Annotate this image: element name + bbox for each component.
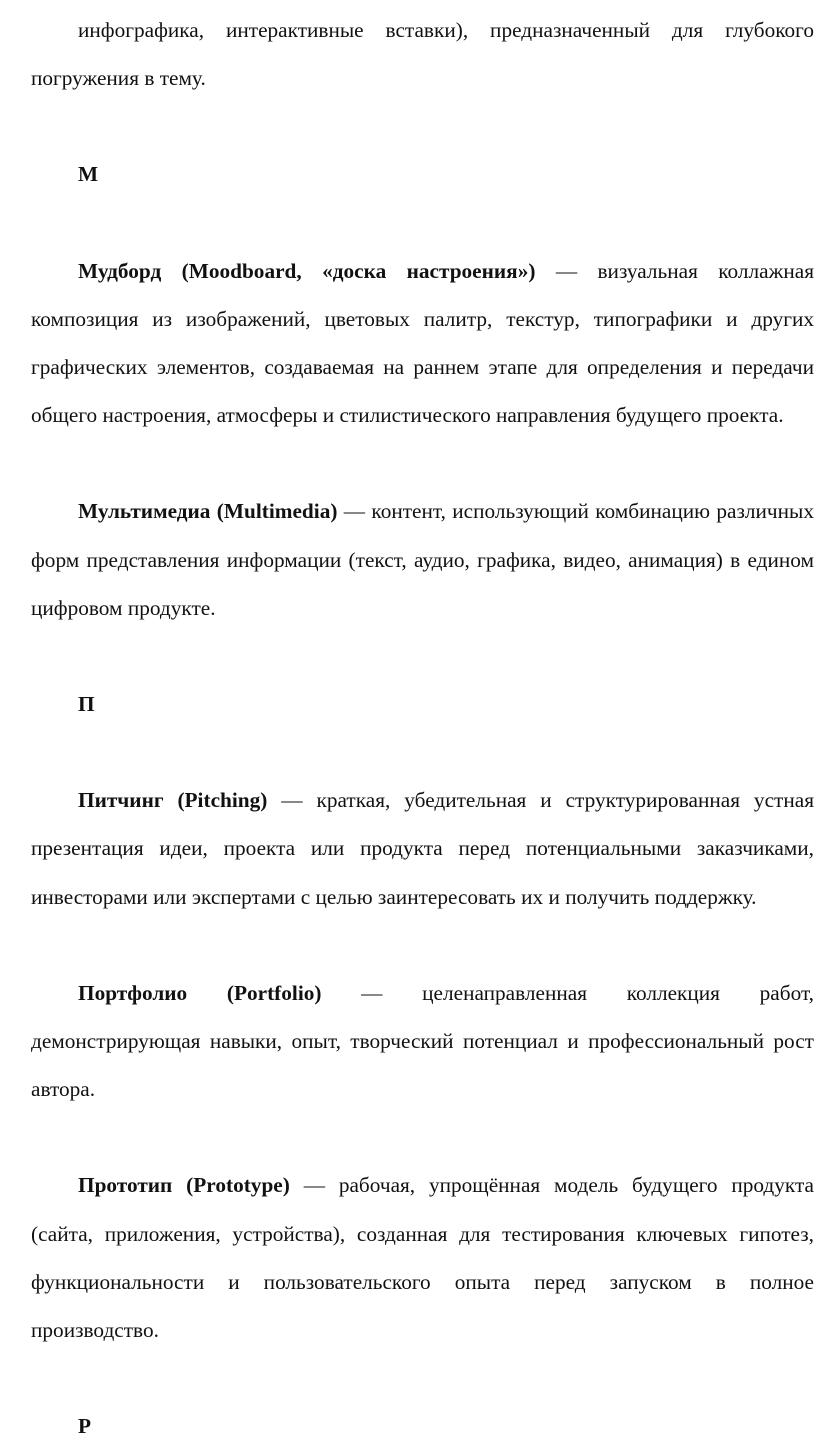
- glossary-entry-pitching: [31, 776, 814, 921]
- glossary-entry-moodboard: [31, 247, 814, 440]
- term-portfolio: Портфолио (Portfolio): [78, 980, 322, 1005]
- continuation-paragraph: инфографика, интерактивные вставки), предназначенный для глубокого погружения в тему.: [31, 18, 814, 91]
- section-letter-r: Р: [78, 1414, 92, 1439]
- section-letter-m: М: [78, 162, 99, 187]
- spacer: [31, 921, 814, 969]
- spacer: [31, 199, 814, 247]
- definition-portfolio: — целенаправленная коллекция работ, демонстрирующая навыки, опыт, творческий потенциал и профессиональный рост автора.: [31, 980, 814, 1102]
- definition-prototype: — рабочая, упрощённая модель будущего продукта (сайта, приложения, устройства), созданная для тестирования ключевых гипотез, функциональности и пользовательского опыта перед запуском в полное производство.: [31, 1173, 815, 1343]
- definition-pitching: — краткая, убедительная и структурированная устная презентация идеи, проекта или продукта перед потенциальными заказчиками, инвесторами или экспертами с целью заинтересовать их и получить поддержку.: [31, 788, 814, 909]
- glossary-entry-portfolio: [31, 969, 814, 1114]
- glossary-text: [31, 6, 814, 1450]
- section-letter-p: П: [78, 692, 95, 717]
- glossary-entry-prototype: [31, 1161, 814, 1354]
- term-prototype: Прототип (Prototype): [78, 1173, 290, 1198]
- spacer: [31, 1113, 814, 1161]
- definition-moodboard: — визуальная коллажная композиция из изображений, цветовых палитр, текстур, типографики и других графических элементов, создаваемая на раннем этапе для определения и передачи общего настроения, атмосферы и стилистического направления будущего проекта.: [31, 258, 814, 428]
- term-pitching: Питчинг (Pitching): [78, 788, 268, 813]
- spacer: [31, 632, 814, 680]
- definition-multimedia: — контент, использующий комбинацию различных форм представления информации (текст, аудио, графика, видео, анимация) в едином цифровом продукте.: [31, 499, 814, 620]
- spacer: [31, 102, 814, 150]
- spacer: [31, 728, 814, 776]
- spacer: [31, 439, 814, 487]
- term-moodboard: Мудборд (Moodboard, «доска настроения»): [78, 258, 536, 283]
- spacer: [31, 1354, 814, 1402]
- glossary-entry-multimedia: [31, 487, 814, 632]
- term-multimedia: Мультимедиа (Multimedia): [78, 499, 338, 524]
